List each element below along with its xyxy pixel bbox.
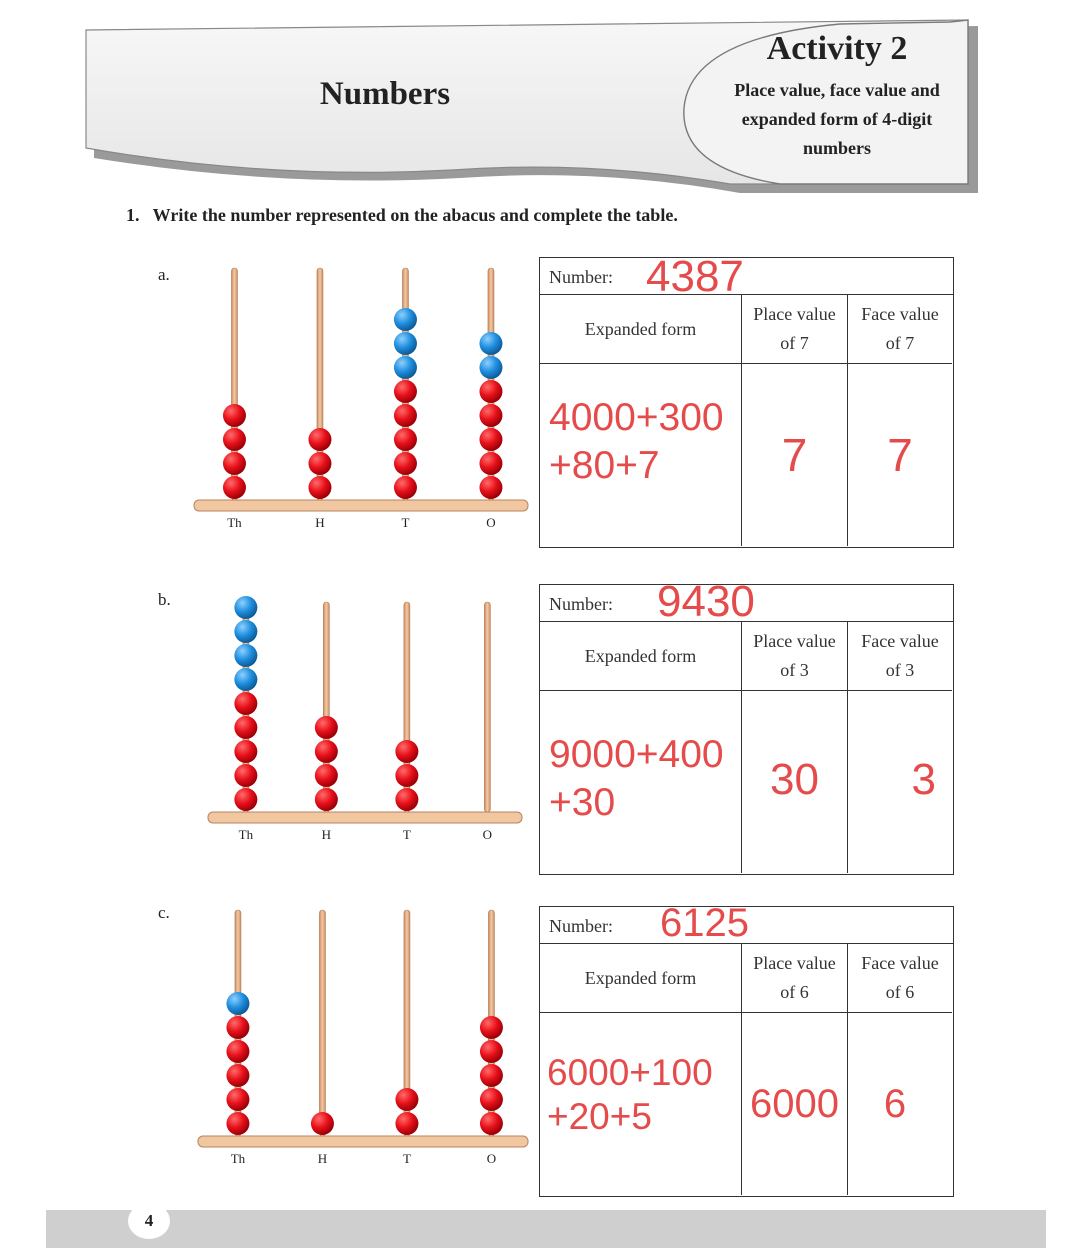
abacus-bead-red	[394, 380, 417, 403]
answer-table	[539, 252, 954, 548]
abacus-bead-red	[394, 404, 417, 427]
answer-table	[539, 577, 954, 875]
place-value-header	[742, 622, 848, 691]
abacus-bead-red	[479, 404, 502, 427]
abacus-bead-red	[226, 1088, 249, 1111]
rod-label: H	[317, 1151, 328, 1166]
expanded-form-line: 6000+100	[547, 1052, 713, 1093]
page-footer-bar	[46, 1210, 1046, 1248]
number-answer[interactable]: 9430	[657, 577, 755, 626]
abacus-bead-red	[480, 1112, 503, 1135]
abacus-bead-blue	[234, 668, 257, 691]
face-value-header	[848, 295, 952, 364]
place-value-header-line: Place value	[753, 304, 836, 324]
abacus-bead-red	[479, 428, 502, 451]
expanded-form-answer	[549, 731, 724, 827]
abacus-bead-red	[223, 428, 246, 451]
item-label: b.	[158, 590, 171, 609]
abacus-bead-blue	[479, 356, 502, 379]
abacus-bead-red	[480, 1040, 503, 1063]
rod-label: H	[321, 827, 332, 842]
place-value-header-line: of 6	[780, 982, 809, 1002]
expanded-form-answer	[549, 394, 724, 490]
activity-subtitle-line: Place value, face value and	[734, 80, 940, 100]
abacus-bead-red	[223, 476, 246, 499]
abacus-bead-red	[234, 788, 257, 811]
abacus-bead-blue	[226, 992, 249, 1015]
abacus-bead-red	[315, 740, 338, 763]
number-row	[540, 901, 953, 945]
expanded-form-answer	[547, 1051, 713, 1139]
abacus-rod	[484, 602, 490, 812]
face-value-header-line: of 3	[885, 660, 915, 680]
answer-table	[539, 901, 954, 1197]
number-row	[540, 252, 953, 301]
abacus-bead-red	[395, 1088, 418, 1111]
abacus-bead-red	[226, 1064, 249, 1087]
expanded-form-header: Expanded form	[540, 295, 742, 364]
face-value-header-line: Face value	[861, 631, 939, 651]
abacus-bead-red	[223, 404, 246, 427]
place-value-header	[742, 295, 848, 364]
face-value-header	[848, 622, 952, 691]
number-row	[540, 577, 953, 626]
abacus-bead-blue	[234, 596, 257, 619]
number-label: Number:	[549, 916, 613, 936]
abacus-bead-red	[315, 764, 338, 787]
abacus-bead-red	[226, 1040, 249, 1063]
rod-label: O	[482, 827, 493, 842]
abacus-bead-red	[223, 452, 246, 475]
rod-label: O	[486, 515, 496, 530]
expanded-form-header: Expanded form	[540, 622, 742, 691]
abacus-bead-red	[311, 1112, 334, 1135]
abacus-bead-red	[315, 788, 338, 811]
abacus-bead-red	[234, 764, 257, 787]
abacus	[190, 262, 532, 530]
abacus-base	[194, 500, 528, 511]
abacus-bead-red	[480, 1064, 503, 1087]
rod-label: Th	[227, 515, 242, 530]
abacus	[204, 596, 526, 842]
abacus-bead-red	[308, 476, 331, 499]
rod-label: Th	[230, 1151, 246, 1166]
rod-label: T	[402, 827, 411, 842]
abacus-bead-red	[308, 452, 331, 475]
face-value-header	[848, 944, 952, 1013]
place-value-header-line: Place value	[753, 631, 836, 651]
expanded-form-line: +80+7	[549, 444, 660, 487]
abacus-bead-red	[480, 1088, 503, 1111]
activity-subtitle-line: expanded form of 4-digit	[741, 109, 933, 129]
abacus-bead-red	[395, 764, 418, 787]
rod-label: H	[315, 515, 325, 530]
face-value-answer[interactable]: 7	[887, 429, 913, 481]
abacus-bead-red	[394, 476, 417, 499]
place-value-answer[interactable]: 6000	[742, 1013, 848, 1195]
page-number: 4	[128, 1203, 170, 1239]
number-answer[interactable]: 4387	[646, 252, 744, 301]
abacus-base	[198, 1136, 528, 1147]
face-value-header-line: of 6	[885, 982, 915, 1002]
rod-label: Th	[238, 827, 254, 842]
question-text: 1. Write the number represented on the abacus and complete the table.	[126, 205, 678, 225]
abacus-bead-red	[234, 740, 257, 763]
expanded-form-line: 9000+400	[549, 733, 724, 776]
place-value-header-line: Place value	[753, 953, 836, 973]
abacus-bead-red	[394, 428, 417, 451]
page-title: Numbers	[319, 76, 451, 112]
abacus-bead-red	[479, 452, 502, 475]
place-value-header-line: of 7	[780, 333, 809, 353]
abacus-bead-red	[395, 1112, 418, 1135]
number-answer[interactable]: 6125	[660, 901, 749, 945]
abacus-bead-blue	[394, 308, 417, 331]
abacus-bead-blue	[394, 332, 417, 355]
place-value-answer[interactable]: 30	[742, 691, 848, 873]
abacus-base	[208, 812, 522, 823]
rod-label: O	[486, 1151, 497, 1166]
expanded-form-line: +20+5	[547, 1096, 652, 1137]
activity-subtitle	[708, 76, 966, 163]
abacus-bead-red	[226, 1112, 249, 1135]
item-label: c.	[158, 903, 170, 922]
abacus-bead-red	[315, 716, 338, 739]
expanded-form-header: Expanded form	[540, 944, 742, 1013]
abacus-bead-blue	[479, 332, 502, 355]
place-value-header-line: of 3	[780, 660, 809, 680]
abacus-bead-blue	[394, 356, 417, 379]
abacus-bead-red	[479, 476, 502, 499]
place-value-answer[interactable]: 7	[742, 364, 848, 546]
abacus-bead-blue	[234, 644, 257, 667]
abacus-bead-red	[234, 716, 257, 739]
activity-subtitle-line: numbers	[802, 138, 871, 158]
face-value-header-line: Face value	[861, 953, 939, 973]
abacus-bead-red	[395, 740, 418, 763]
number-label: Number:	[549, 267, 613, 287]
abacus-bead-red	[234, 692, 257, 715]
expanded-form-line: +30	[549, 781, 616, 824]
face-value-answer[interactable]: 6	[883, 1081, 907, 1126]
abacus-bead-red	[480, 1016, 503, 1039]
item-label: a.	[158, 265, 170, 284]
rod-label: T	[402, 1151, 411, 1166]
activity-title: Activity 2	[766, 30, 908, 67]
abacus-bead-red	[394, 452, 417, 475]
face-value-answer[interactable]: 3	[911, 755, 936, 804]
expanded-form-cell[interactable]	[540, 691, 742, 873]
abacus-bead-red	[395, 788, 418, 811]
rod-label: T	[401, 515, 410, 530]
abacus-bead-red	[479, 380, 502, 403]
abacus-bead-blue	[234, 620, 257, 643]
expanded-form-cell[interactable]	[540, 1013, 742, 1195]
place-value-header	[742, 944, 848, 1013]
expanded-form-line: 4000+300	[549, 396, 724, 439]
face-value-header-line: Face value	[861, 304, 939, 324]
abacus-rod	[319, 910, 325, 1136]
expanded-form-cell[interactable]	[540, 364, 742, 546]
abacus	[194, 904, 532, 1166]
abacus-bead-red	[226, 1016, 249, 1039]
abacus-bead-red	[308, 428, 331, 451]
face-value-header-line: of 7	[885, 333, 915, 353]
number-label: Number:	[549, 594, 613, 614]
